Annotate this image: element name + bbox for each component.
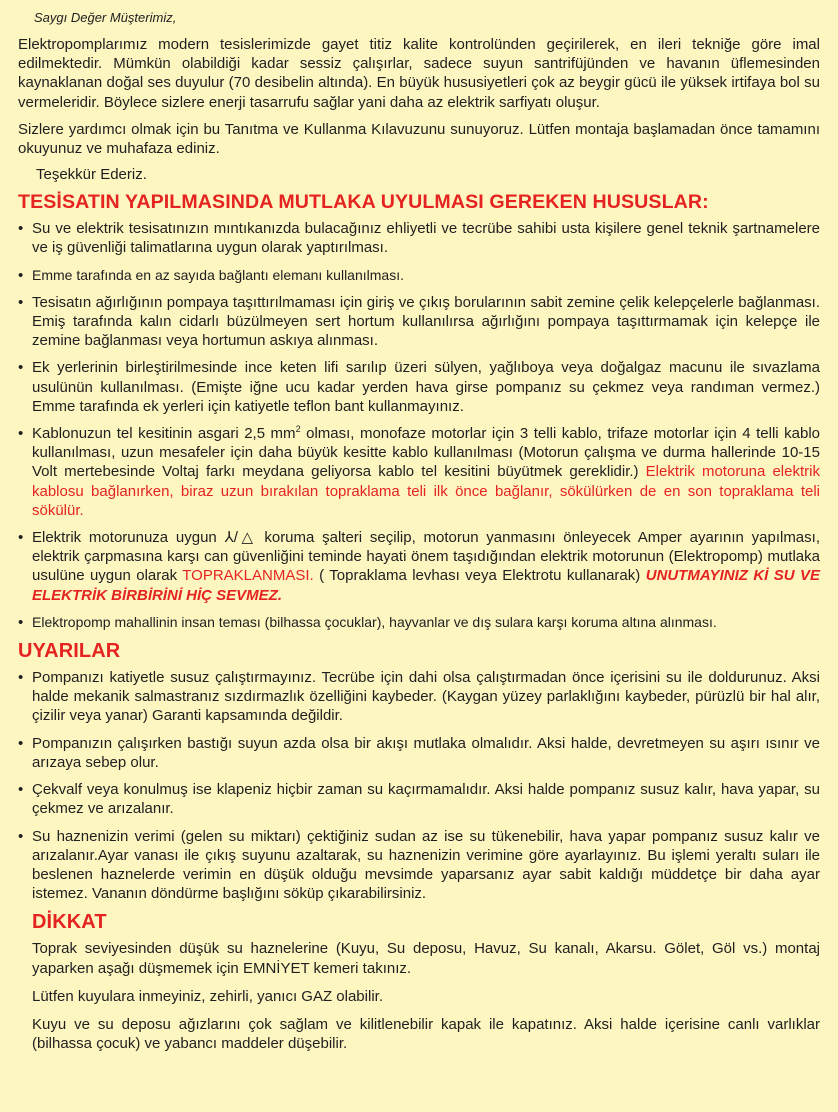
warnings-list (18, 668, 820, 903)
list-item-grounding: • Elektrik motorunuza uygun ⅄/△ koruma şalteri seçilip, motorun yanmasını önleyecek Amper ayarının yapılması, elektrik çarpmasına karşı can güvenliğini teminde hayati önem taşıdığından elektrik motorunun (Elektropomp) mutlaka usulüne uygun olarak TOPRAKLANMASI. ( Topraklama levhası veya Elektrotu kullanarak) UNUTMAYINIZ Kİ SU VE ELEKTRİK BİRBİRİNİ HİÇ SEVMEZ. (18, 529, 821, 604)
list-item: • Su ve elektrik tesisatınızın mıntıkanızda bulacağınız ehliyetli ve tecrübe sahibi usta kişilere genel teknik şartnamelere ve iş güvenliği talimatlarına uygun olarak yaptırılması. (18, 220, 820, 257)
bullet-icon: • (18, 827, 24, 845)
bullet-icon: • (18, 781, 24, 799)
caution-section (32, 911, 820, 1053)
list-item: • Pompanızı katiyetle susuz çalıştırmayınız. Tecrübe için dahi olsa çalıştırmadan önce içerisini su ile doldurunuz. Aksi halde mekanik salmastranız sızdırmazlık özelliğini kaybeder. (Kaygan yüzey parlaklığını kaybeder, pürüzlü bir hal alır, çizilir veya yanar) Garanti kapsamında değildir. (18, 669, 820, 725)
water-electricity-warning: UNUTMAYINIZ Kİ SU VE ELEKTRİK BİRBİRİNİ HİÇ SEVMEZ. (32, 567, 821, 604)
intro-paragraph-2: Sizlere yardımcı olmak için bu Tanıtma ve Kullanma Kılavuzunu sunuyoruz. Lütfen montaja başlamadan önce tamamını okuyunuz ve muhafaza ediniz. (18, 120, 820, 158)
greeting: Saygı Değer Müşterimiz, (34, 10, 177, 25)
bullet-icon: • (18, 425, 24, 443)
intro-paragraph-1: Elektropomplarımız modern tesislerimizde gayet titiz kalite kontrolünden geçirilerek, en ileri tekniğe göre imal edilmektedir. Mümkün olabildiği kadar sessiz çalışırlar, sadece suyun santrifüjünden ve havanın üflemesinden kaynaklanan doğal ses duyulur (70 desibelin altında). En büyük hususiyetleri çok az beygir gücü ile yüksek irtifaya bol su vermeleridir. Böylece sizlere enerji tasarrufu sağlar yani daha az elektrik sarfiyatı oluşur. (18, 36, 820, 111)
bullet-icon: • (18, 293, 24, 311)
installation-heading: TESİSATIN YAPILMASINDA MUTLAKA UYULMASI GEREKEN HUSUSLAR: (18, 191, 709, 214)
bullet-icon: • (18, 669, 24, 687)
list-item: • Emme tarafında en az sayıda bağlantı elemanı kullanılması. (18, 266, 404, 284)
bullet-icon: • (18, 266, 24, 284)
installation-list (18, 219, 820, 632)
caution-paragraph-1: Toprak seviyesinden düşük su haznelerine (Kuyu, Su deposu, Havuz, Su kanalı, Akarsu. Gölet, Göl vs.) montaj yaparken aşağı düşmemek için EMNİYET kemeri takınız. (32, 940, 820, 977)
list-item: • Elektropomp mahallinin insan teması (bilhassa çocuklar), hayvanlar ve dış sulara karşı koruma altına alınması. (18, 613, 717, 631)
caution-paragraph-3: Kuyu ve su deposu ağızlarını çok sağlam ve kilitlenebilir kapak ile kapatınız. Aksi halde içerisine canlı varlıklar (bilhassa çocuk) ve yabancı maddeler düşebilir. (32, 1015, 820, 1053)
list-item: • Ek yerlerinin birleştirilmesinde ince keten lifi sarılıp üzeri sülyen, yağlıboya veya doğalgaz macunu ile sıvazlama usulünün kullanılması. (Emişte iğne ucu kadar yerden hava girse pompanız su çekmez veya randıman vermez.) Emme tarafında ek yerleri için katiyetle teflon bant kullanmayınız. (18, 359, 820, 415)
grounding-keyword: TOPRAKLANMASI. (182, 567, 314, 585)
list-item: • Pompanızın çalışırken bastığı suyun azda olsa bir akışı mutlaka olmalıdır. Aksi halde, devretmeyen su aşırı ısınır ve arızaya sebep olur. (18, 734, 820, 771)
thanks: Teşekkür Ederiz. (36, 166, 147, 184)
bullet-icon: • (18, 734, 24, 752)
bullet-icon: • (18, 529, 24, 547)
caution-heading: DİKKAT (32, 911, 107, 934)
bullet-icon: • (18, 613, 24, 631)
list-item: • Tesisatın ağırlığının pompaya taşıttırılmaması için giriş ve çıkış borularının sabit zemine çelik kelepçelerle bağlanması. Emiş tarafında kalın cidarlı büzülmeyen sert hortum kullanılırsa ağırlığını pompaya taşıttırmamak için kelepçe ile zemine bağlanması veya hortumun askıya alınması. (18, 293, 820, 350)
warnings-heading: UYARILAR (18, 640, 121, 663)
caution-paragraph-2: Lütfen kuyulara inmeyiniz, zehirli, yanıcı GAZ olabilir. (32, 987, 383, 1005)
bullet-icon: • (18, 220, 24, 238)
grounding-note: Elektrik motoruna elektrik kablosu bağlanırken, biraz uzun bırakılan topraklama teli ilk önce bağlanır, sökülürken de en son topraklama teli sökülür. (32, 463, 820, 519)
list-item-cable: • Kablonuzun tel kesitinin asgari 2,5 $mm^2$ olması, monofaze motorlar için 3 telli kablo, trifaze motorlar için 4 telli kablo kullanılması, uzun mesafeler için daha büyük kesitte kablo kullanılması (Motorun çalışma ve durma hallerinde 10-15 Volt mertebesinde Voltaj farkı meydana geliyorsa kablo tel kesitini büyütmek gereklidir.) Elektrik motoruna elektrik kablosu bağlanırken, biraz uzun bırakılan topraklama teli ilk önce bağlanır, sökülürken de en son topraklama teli sökülür. (18, 424, 820, 519)
list-item: • Çekvalf veya konulmuş ise klapeniz hiçbir zaman su kaçırmamalıdır. Aksi halde pompanız susuz kalır, hava yapar, su çekmez ve arızalanır. (18, 781, 820, 818)
list-item: • Su haznenizin verimi (gelen su miktarı) çektiğiniz sudan az ise su tükenebilir, hava yapar pompanız susuz kalır ve arızalanır.Ayar vanası ile çıkış suyunu azaltarak, su haznenizin verimine göre ayarlayınız. Bu işlemi yeraltı suları ile beslenen haznelerde verimin en düşük olduğu mevsimde yaparsanız ayar sabit kaldığı müddetçe bir daha ayar istemez. Vananın döndürme başlığını söküp çıkarabilirsiniz. (18, 827, 820, 903)
bullet-icon: • (18, 359, 24, 377)
